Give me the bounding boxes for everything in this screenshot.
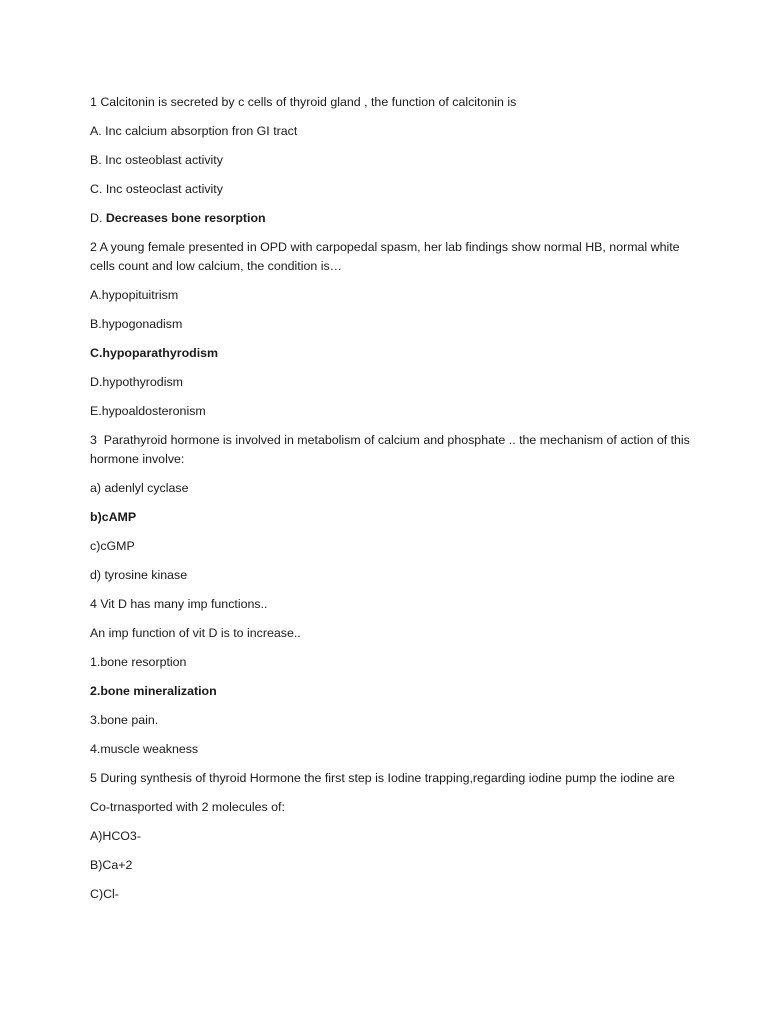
question-1-option-c (90, 180, 690, 199)
question-5-stem-continued: Co-trnasported with 2 molecules of: (90, 800, 285, 814)
question-3-option-b-correct: b)cAMP (90, 510, 137, 524)
option-text: Inc osteoclast activity (105, 182, 223, 196)
option-prefix: B. (90, 153, 106, 167)
option-text: Inc calcium absorption fron GI tract (105, 124, 298, 138)
question-2-option-a: A.hypopituitrism (90, 288, 179, 302)
question-4-option-1: 1.bone resorption (90, 655, 187, 669)
question-2-option-d: D.hypothyrodism (90, 375, 183, 389)
question-3-option-d: d) tyrosine kinase (90, 568, 188, 582)
question-1-stem: 1 Calcitonin is secreted by c cells of thyroid gland , the function of calcitonin is (90, 95, 517, 109)
question-2-option-c-correct: C.hypoparathyrodism (90, 346, 219, 360)
question-5-option-a: A)HCO3- (90, 829, 141, 843)
option-prefix: C. (90, 182, 106, 196)
correct-answer-text: Decreases bone resorption (105, 211, 266, 225)
question-3-option-a: a) adenlyl cyclase (90, 481, 189, 495)
option-prefix: A. (90, 124, 106, 138)
question-5-option-c: C)Cl- (90, 887, 119, 901)
question-5-stem: 5 During synthesis of thyroid Hormone the first step is Iodine trapping,regarding iodine pump the iodine are (90, 771, 675, 785)
option-prefix: D. (90, 211, 106, 225)
question-5-option-b: B)Ca+2 (90, 858, 133, 872)
question-1-option-a (90, 122, 690, 141)
question-4-option-4: 4.muscle weakness (90, 742, 199, 756)
question-3-option-c: c)cGMP (90, 539, 135, 553)
question-4-stem-continued: An imp function of vit D is to increase.. (90, 626, 301, 640)
question-2-stem: 2 A young female presented in OPD with carpopedal spasm, her lab findings show normal HB, normal white cells count and low calcium, the condition is… (90, 240, 684, 273)
question-1-option-b (90, 151, 690, 170)
question-2-option-b: B.hypogonadism (90, 317, 183, 331)
question-4-stem: 4 Vit D has many imp functions.. (90, 597, 268, 611)
option-text: Inc osteoblast activity (105, 153, 223, 167)
question-2-option-e: E.hypoaldosteronism (90, 404, 206, 418)
question-1-option-d (90, 209, 690, 228)
question-3-stem: 3 Parathyroid hormone is involved in metabolism of calcium and phosphate .. the mechanism of action of this hormone involve: (90, 433, 694, 466)
question-4-option-2-correct: 2.bone mineralization (90, 684, 217, 698)
document-page (90, 93, 694, 914)
question-4-option-3: 3.bone pain. (90, 713, 159, 727)
